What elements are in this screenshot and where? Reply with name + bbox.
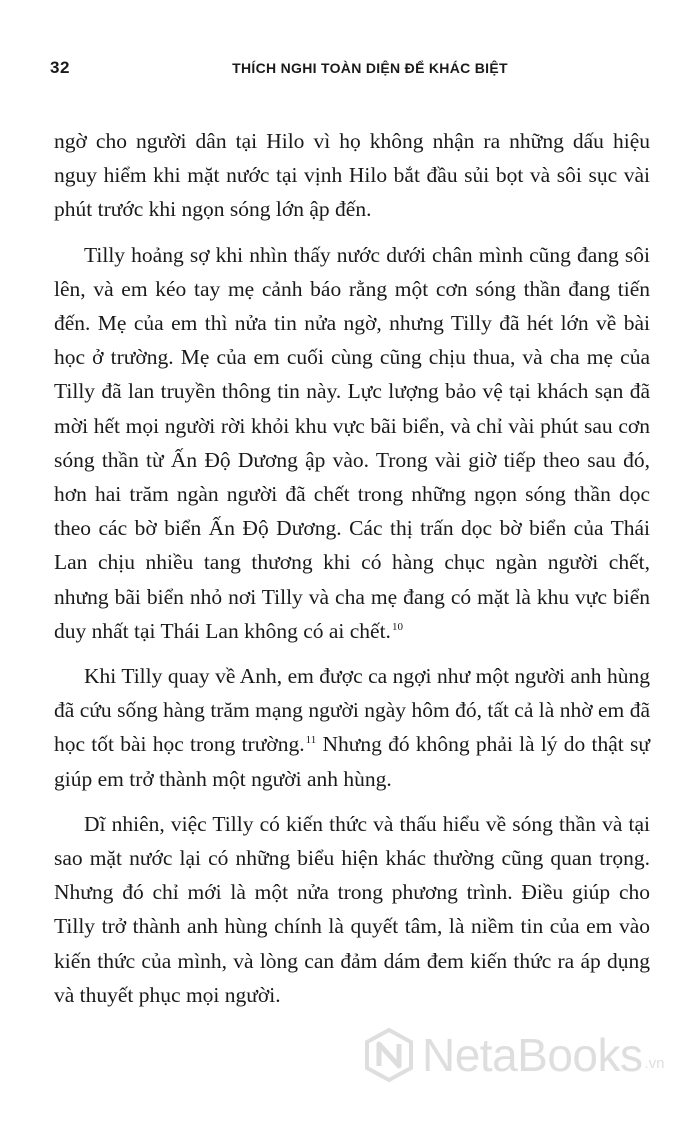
body-text <box>54 124 650 1023</box>
footnote-ref-11[interactable]: 11 <box>305 734 317 747</box>
page-number: 32 <box>50 58 70 77</box>
paragraph-4-text: Dĩ nhiên, việc Tilly có kiến thức và thấu hiểu về sóng thần và tại sao mặt nước lại có những biểu hiện khác thường cũng quan trọng. Nhưng đó chỉ mới là một nửa trong phương trình. Điều giúp cho Tilly trở thành anh hùng chính là quyết tâm, là niềm tin của em vào kiến thức của mình, và lòng can đảm dám đem kiến thức ra áp dụng và thuyết phục mọi người. <box>54 811 650 1007</box>
paragraph-2 <box>54 238 650 648</box>
watermark-domain: .vn <box>644 1055 665 1072</box>
footnote-ref-10[interactable]: 10 <box>391 620 403 633</box>
paragraph-1-text: ngờ cho người dân tại Hilo vì họ không nhận ra những dấu hiệu nguy hiểm khi mặt nước tại vịnh Hilo bắt đầu sủi bọt và sôi sục vài phút trước khi ngọn sóng lớn ập đến. <box>54 129 650 222</box>
paragraph-3 <box>54 659 650 796</box>
paragraph-4 <box>54 807 650 1012</box>
netabooks-watermark <box>362 1028 665 1082</box>
watermark-brand: NetaBooks <box>422 1029 643 1081</box>
paragraph-3-text-after: Nhưng đó không phải là lý do thật sự giúp em trở thành một người anh hùng. <box>54 732 650 791</box>
netabooks-logo-icon <box>362 1028 416 1082</box>
running-title: THÍCH NGHI TOÀN DIỆN ĐỂ KHÁC BIỆT <box>232 60 508 76</box>
paragraph-3-text: Khi Tilly quay về Anh, em được ca ngợi như một người anh hùng đã cứu sống hàng trăm mạng người ngày hôm đó, tất cả là nhờ em đã học tốt bài học trong trường. <box>54 664 650 757</box>
paragraph-2-text: Tilly hoảng sợ khi nhìn thấy nước dưới chân mình cũng đang sôi lên, và em kéo tay mẹ cảnh báo rằng một cơn sóng thần đang tiến đến. Mẹ của em thì nửa tin nửa ngờ, nhưng Tilly đã hét lớn về bài học ở trường. Mẹ của em cuối cùng cũng chịu thua, và cha mẹ của Tilly đã lan truyền thông tin này. Lực lượng bảo vệ tại khách sạn đã mời hết mọi người rời khỏi khu vực bãi biển, và chỉ vài phút sau cơn sóng thần từ Ấn Độ Dương ập vào. Trong vài giờ tiếp theo sau đó, hơn hai trăm ngàn người đã chết trong những ngọn sóng thần dọc theo các bờ biển Ấn Độ Dương. Các thị trấn dọc bờ biển của Thái Lan chịu nhiều tang thương khi có hàng chục ngàn người chết, nhưng bãi biển nhỏ nơi Tilly và cha mẹ đang có mặt là khu vực biển duy nhất tại Thái Lan không có ai chết. <box>54 242 650 643</box>
paragraph-1 <box>54 124 650 227</box>
